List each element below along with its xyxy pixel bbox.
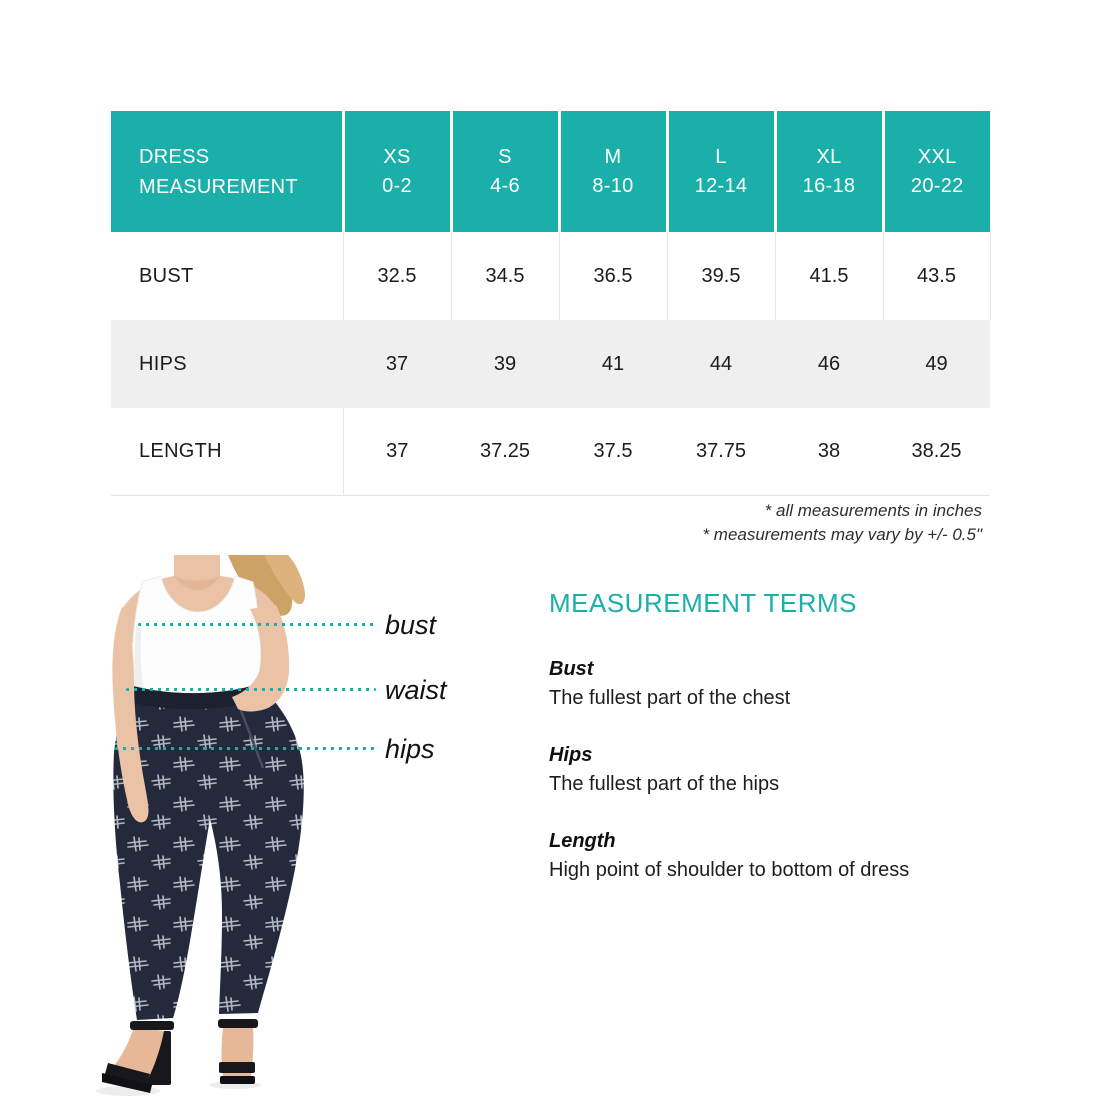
size-code: XS xyxy=(383,145,411,168)
measurement-figure xyxy=(80,555,520,1100)
length-value-l: 37.75 xyxy=(667,408,775,495)
term-definition: High point of shoulder to bottom of dress xyxy=(549,859,910,881)
measurement-terms-section xyxy=(549,588,1029,913)
bust-value-xl: 41.5 xyxy=(775,232,883,320)
bust-value-m: 36.5 xyxy=(559,232,667,320)
waist-label: waist xyxy=(385,675,447,705)
hips-dotted-line xyxy=(115,747,376,750)
waist-dotted-line xyxy=(126,688,376,691)
size-code: M xyxy=(604,145,622,168)
bust-value-s: 34.5 xyxy=(451,232,559,320)
bust-value-l: 39.5 xyxy=(667,232,775,320)
model-illustration xyxy=(80,555,345,1100)
column-header-l xyxy=(667,111,775,232)
size-range: 0-2 xyxy=(382,174,412,197)
size-code: XL xyxy=(816,145,842,168)
term-item-hips xyxy=(549,741,1029,799)
term-definition: The fullest part of the chest xyxy=(549,687,791,709)
bust-label: bust xyxy=(385,610,437,640)
term-item-length xyxy=(549,827,1029,885)
corner-header-cell: DRESS MEASUREMENT xyxy=(111,111,343,232)
table-row-length xyxy=(111,408,990,495)
column-header-s xyxy=(451,111,559,232)
footnote-variance: * measurements may vary by +/- 0.5" xyxy=(702,525,982,544)
size-chart-table xyxy=(111,111,991,496)
hips-value-xs: 37 xyxy=(343,320,451,408)
bust-value-xs: 32.5 xyxy=(343,232,451,320)
size-range: 16-18 xyxy=(802,174,856,197)
size-code: S xyxy=(498,145,512,168)
bust-value-xxl: 43.5 xyxy=(883,232,990,320)
hips-value-xxl: 49 xyxy=(883,320,990,408)
column-header-xxl xyxy=(883,111,990,232)
hips-value-l: 44 xyxy=(667,320,775,408)
length-value-xs: 37 xyxy=(343,408,451,495)
size-code: XXL xyxy=(917,145,957,168)
length-value-m: 37.5 xyxy=(559,408,667,495)
measurement-terms-title: MEASUREMENT TERMS xyxy=(549,588,858,618)
size-code: L xyxy=(715,145,727,168)
term-item-bust xyxy=(549,655,1029,713)
table-row-bust xyxy=(111,232,990,320)
hips-value-xl: 46 xyxy=(775,320,883,408)
term-definition: The fullest part of the hips xyxy=(549,773,780,795)
hips-value-m: 41 xyxy=(559,320,667,408)
hips-label: hips xyxy=(385,734,435,764)
length-value-xxl: 38.25 xyxy=(883,408,990,495)
term-name: Length xyxy=(549,830,616,852)
column-header-xs xyxy=(343,111,451,232)
row-label: BUST xyxy=(139,264,194,287)
size-chart-header-row xyxy=(111,111,990,232)
bust-dotted-line xyxy=(138,623,376,626)
footnotes xyxy=(702,499,982,547)
row-label: LENGTH xyxy=(111,408,343,495)
size-range: 8-10 xyxy=(592,174,634,197)
length-value-xl: 38 xyxy=(775,408,883,495)
term-name: Bust xyxy=(549,658,594,680)
table-row-hips xyxy=(111,320,990,408)
footnote-units: * all measurements in inches xyxy=(764,501,982,520)
row-label: HIPS xyxy=(111,320,343,408)
length-value-s: 37.25 xyxy=(451,408,559,495)
column-header-m xyxy=(559,111,667,232)
column-header-xl xyxy=(775,111,883,232)
size-range: 4-6 xyxy=(490,174,520,197)
hips-value-s: 39 xyxy=(451,320,559,408)
size-range: 12-14 xyxy=(694,174,748,197)
size-range: 20-22 xyxy=(910,174,964,197)
term-name: Hips xyxy=(549,744,593,766)
